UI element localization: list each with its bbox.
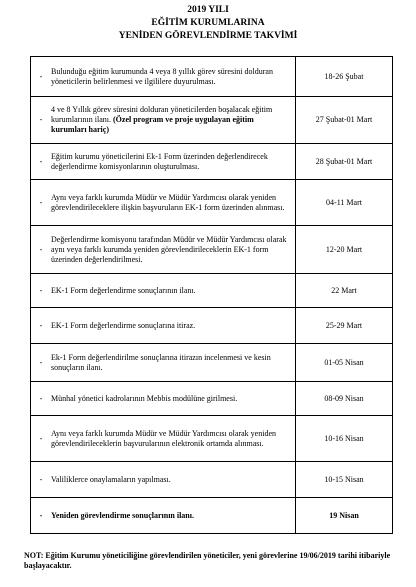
footnote: NOT: Eğitim Kurumu yöneticiliğine görevlendirilen yöneticiler, yeni görevlerine 19/06/2019 tarihi itibariyle başlayacaktır. — [24, 551, 391, 570]
table-row — [31, 462, 393, 498]
row-bullet: - — [31, 416, 52, 462]
row-bullet: - — [31, 382, 52, 416]
row-date: 19 Nisan — [296, 498, 393, 534]
row-bullet: - — [31, 180, 52, 226]
row-date: 04-11 Mart — [296, 180, 393, 226]
row-date: 27 Şubat-01 Mart — [296, 97, 393, 144]
row-description: Eğitim kurumu yöneticilerini Ek-1 Form üzerinden değerlendirecek değerlendirme komisyonlarının oluşturulması. — [51, 144, 296, 180]
title-institutions: EĞİTİM KURUMLARINA — [151, 18, 265, 28]
table-row — [31, 180, 393, 226]
table-row — [31, 97, 393, 144]
table-row — [31, 57, 393, 97]
row-date: 22 Mart — [296, 274, 393, 308]
table-row — [31, 226, 393, 274]
row-bullet: - — [31, 498, 52, 534]
row-description: Valiliklerce onaylamaların yapılması. — [51, 462, 296, 498]
row-description: 4 ve 8 Yıllık görev süresini dolduran yöneticilerden boşalacak eğitim kurumlarının ilanı. (Özel program ve proje uygulayan eğitim kurumları hariç) — [51, 97, 296, 144]
schedule-table — [30, 56, 393, 534]
row-bullet: - — [31, 226, 52, 274]
row-bullet: - — [31, 57, 52, 97]
table-row — [31, 382, 393, 416]
row-description: EK-1 Form değerlendirme sonuçlarına itiraz. — [51, 308, 296, 344]
row-description: Değerlendirme komisyonu tarafından Müdür ve Müdür Yardımcısı olarak aynı veya farklı kurumda yeniden görevlendirileceklerin EK-1 form üzerinden değerlendirilmesi. — [51, 226, 296, 274]
row-bullet: - — [31, 344, 52, 382]
row-date: 12-20 Mart — [296, 226, 393, 274]
row-description: Ek-1 Form değerlendirilme sonuçlarına itirazın incelenmesi ve kesin sonuçların ilanı. — [51, 344, 296, 382]
row-bullet: - — [31, 274, 52, 308]
row-description: Yeniden görevlendirme sonuçlarının ilanı. — [51, 498, 296, 534]
title-schedule: YENİDEN GÖREVLENDİRME TAKVİMİ — [118, 31, 298, 41]
table-row — [31, 144, 393, 180]
row-date: 10-15 Nisan — [296, 462, 393, 498]
row-date: 28 Şubat-01 Mart — [296, 144, 393, 180]
title-year: 2019 YILI — [187, 5, 229, 15]
row-description: Aynı veya farklı kurumda Müdür ve Müdür Yardımcısı olarak yeniden görevlendirileceklere ilişkin başvuruların EK-1 form üzerinden alınması. — [51, 180, 296, 226]
table-row — [31, 416, 393, 462]
table-row — [31, 344, 393, 382]
row-date: 08-09 Nisan — [296, 382, 393, 416]
table-row — [31, 274, 393, 308]
row-bullet: - — [31, 97, 52, 144]
table-row — [31, 308, 393, 344]
row-bullet: - — [31, 462, 52, 498]
row-date: 25-29 Mart — [296, 308, 393, 344]
row-bullet: - — [31, 144, 52, 180]
row-description: Münhal yönetici kadrolarının Mebbis modülüne girilmesi. — [51, 382, 296, 416]
table-row — [31, 498, 393, 534]
document-title — [0, 4, 416, 43]
row-description: Aynı veya farklı kurumda Müdür ve Müdür Yardımcısı olarak yeniden görevlendirileceklerin başvurularının elektronik ortamda alınması. — [51, 416, 296, 462]
row-date: 01-05 Nisan — [296, 344, 393, 382]
row-date: 18-26 Şubat — [296, 57, 393, 97]
row-description: Bulunduğu eğitim kurumunda 4 veya 8 yıllık görev süresini dolduran yöneticilerin belirlenmesi ve ilgililere duyurulması. — [51, 57, 296, 97]
row-bullet: - — [31, 308, 52, 344]
row-date: 10-16 Nisan — [296, 416, 393, 462]
row-description: EK-1 Form değerlendirme sonuçlarının ilanı. — [51, 274, 296, 308]
